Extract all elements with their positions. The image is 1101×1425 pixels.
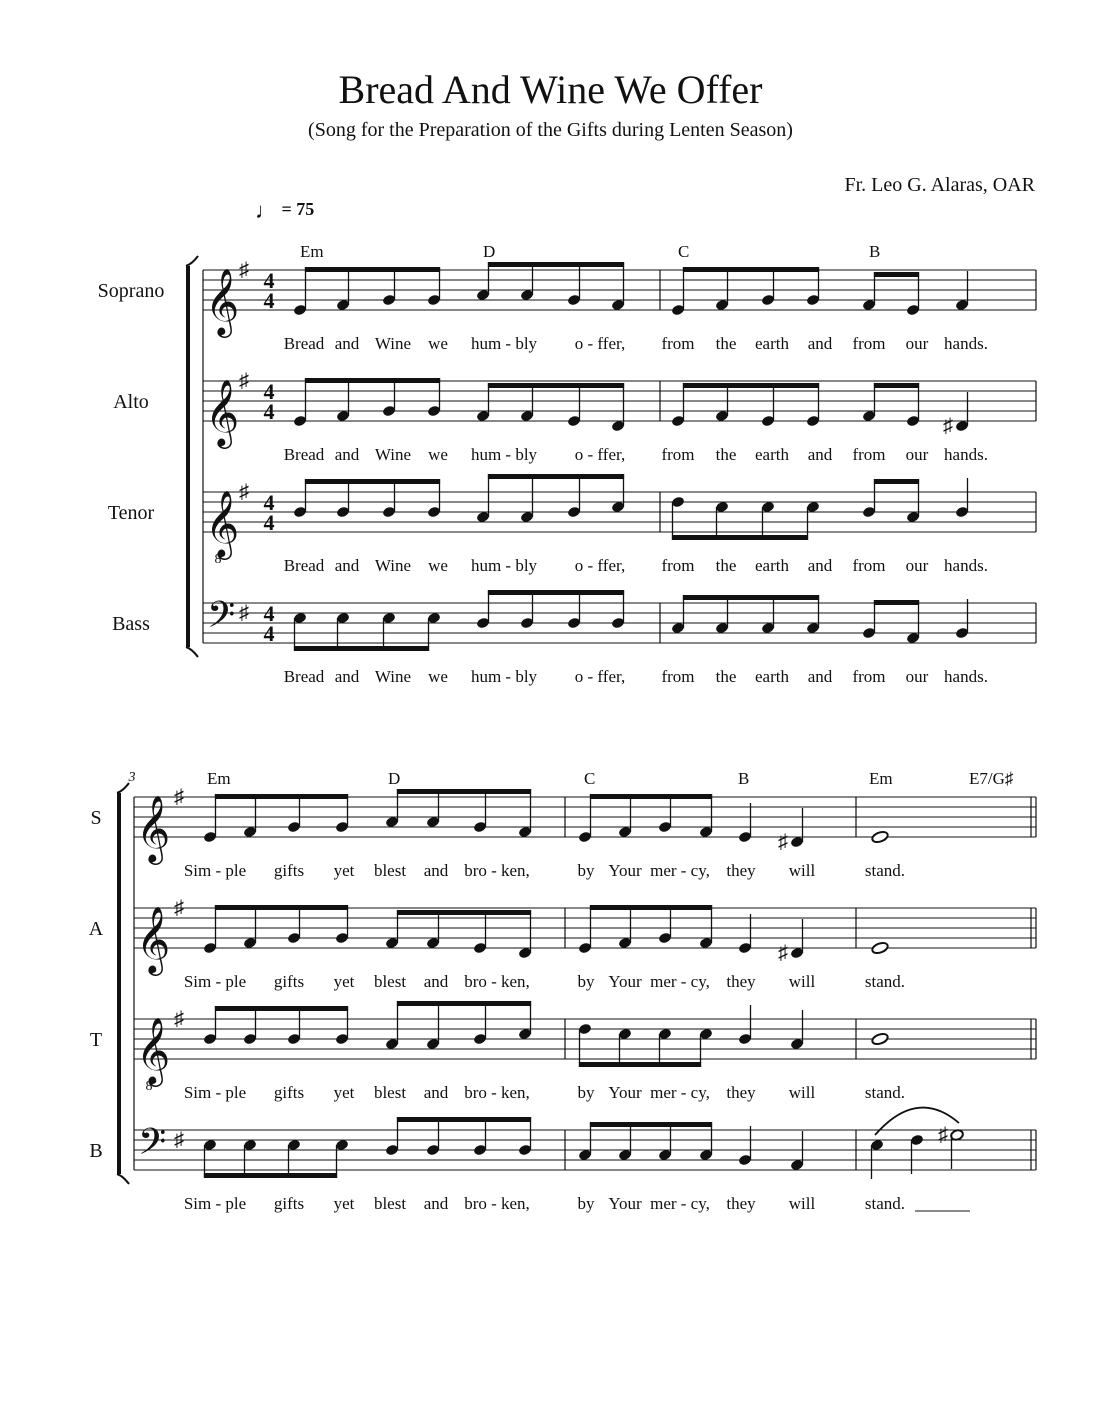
lyric-syllable: Sim - ple (183, 1083, 247, 1102)
lyric-syllable: from (852, 445, 886, 464)
lyric-syllable: mer - cy, (650, 861, 710, 880)
time-signature-denominator: 4 (263, 621, 275, 646)
time-signature-numerator: 4 (263, 601, 275, 626)
lyric-syllable: o - ffer, (574, 556, 626, 575)
lyric-syllable: stand. (864, 1083, 906, 1102)
part-name-b: B (89, 1140, 103, 1162)
lyric-syllable: Your (608, 1194, 642, 1213)
part-name-soprano: Soprano (97, 280, 165, 302)
lyric-syllable: yet (333, 972, 355, 991)
lyric-syllable: hands. (944, 334, 988, 353)
lyric-syllable: from (661, 556, 695, 575)
lyric-syllable: we (428, 334, 448, 353)
accidental-sharp-icon: ♯ (778, 831, 788, 853)
lyric-syllable: they (726, 1194, 756, 1213)
song-title: Bread And Wine We Offer (338, 67, 763, 112)
octave-eight-marker: 8 (214, 552, 222, 567)
lyric-syllable: the (715, 334, 737, 353)
beam (874, 383, 919, 388)
lyric-syllable: Bread (283, 556, 325, 575)
note (871, 941, 889, 955)
lyric-syllable: and (807, 445, 833, 464)
key-signature-sharp-icon: ♯ (239, 370, 249, 392)
bass-clef-icon: 𝄢 (207, 595, 236, 644)
composer-credit: Fr. Leo G. Alaras, OAR (844, 174, 1035, 196)
lyric-syllable: Wine (374, 667, 412, 686)
lyric-syllable: Your (608, 861, 642, 880)
lyric-syllable: gifts (273, 861, 305, 880)
beam (305, 479, 440, 484)
beam (488, 590, 624, 595)
lyric-syllable: from (661, 667, 695, 686)
lyric-syllable: yet (333, 861, 355, 880)
lyric-syllable: hands. (944, 556, 988, 575)
treble-clef-icon: 𝄞 (205, 380, 240, 445)
lyric-syllable: will (788, 1194, 816, 1213)
lyric-syllable: hands. (944, 667, 988, 686)
lyric-syllable: yet (333, 1194, 355, 1213)
chord-symbol: B (738, 769, 750, 788)
tempo-value: = 75 (281, 199, 315, 219)
lyric-syllable: they (726, 1083, 756, 1102)
lyric-syllable: from (661, 445, 695, 464)
beam (397, 1001, 531, 1006)
lyric-syllable: blest (373, 972, 407, 991)
lyric-syllable: by (577, 1194, 595, 1213)
lyric-syllable: from (852, 334, 886, 353)
treble-clef-icon: 𝄞 (205, 269, 240, 334)
lyric-syllable: our (905, 556, 929, 575)
lyric-syllable: hum - bly (470, 667, 538, 686)
lyric-syllable: hum - bly (470, 445, 538, 464)
lyric-syllable: bro - ken, (464, 972, 530, 991)
beam (488, 262, 624, 267)
treble-clef-icon: 𝄞 (136, 1018, 171, 1083)
measure-number: 3 (128, 770, 136, 785)
lyric-syllable: by (577, 972, 595, 991)
lyric-syllable: and (807, 556, 833, 575)
key-signature-sharp-icon: ♯ (239, 602, 249, 624)
part-name-tenor: Tenor (107, 502, 155, 524)
beam (579, 1062, 701, 1067)
lyric-syllable: we (428, 445, 448, 464)
accidental-sharp-icon: ♯ (943, 415, 953, 437)
lyric-syllable: Wine (374, 334, 412, 353)
part-name-s: S (90, 807, 102, 829)
beam (305, 267, 440, 272)
beam (683, 267, 819, 272)
lyric-syllable: the (715, 667, 737, 686)
lyric-syllable: hum - bly (470, 334, 538, 353)
beam (204, 1173, 337, 1178)
key-signature-sharp-icon: ♯ (174, 1008, 184, 1030)
lyric-syllable: Wine (374, 556, 412, 575)
time-signature-numerator: 4 (263, 379, 275, 404)
lyric-syllable: blest (373, 1194, 407, 1213)
quarter-note-icon: ♩ (255, 198, 277, 223)
lyric-syllable: mer - cy, (650, 1194, 710, 1213)
part-name-a: A (88, 918, 104, 940)
lyric-syllable: Sim - ple (183, 1194, 247, 1213)
chord-symbol: Em (300, 242, 324, 261)
lyric-syllable: and (334, 334, 360, 353)
lyric-syllable: from (852, 667, 886, 686)
lyric-syllable: o - ffer, (574, 445, 626, 464)
song-subtitle: (Song for the Preparation of the Gifts during Lenten Season) (308, 119, 793, 141)
lyric-syllable: hands. (944, 445, 988, 464)
lyric-syllable: will (788, 861, 816, 880)
time-signature-denominator: 4 (263, 510, 275, 535)
lyric-syllable: o - ffer, (574, 334, 626, 353)
lyric-syllable: our (905, 334, 929, 353)
chord-symbol: C (584, 769, 596, 788)
beam (874, 272, 919, 277)
beam (488, 383, 624, 388)
beam (590, 794, 712, 799)
lyric-syllable: Sim - ple (183, 972, 247, 991)
beam (683, 383, 819, 388)
key-signature-sharp-icon: ♯ (239, 481, 249, 503)
beam (215, 794, 348, 799)
beam (215, 1006, 348, 1011)
lyric-syllable: the (715, 445, 737, 464)
lyric-syllable: Wine (374, 445, 412, 464)
lyric-syllable: hum - bly (470, 556, 538, 575)
beam (672, 535, 808, 540)
bracket-top-hook (186, 256, 198, 266)
octave-eight-marker: 8 (145, 1079, 153, 1094)
part-name-alto: Alto (113, 391, 149, 413)
lyric-syllable: and (807, 667, 833, 686)
lyric-syllable: Bread (283, 445, 325, 464)
bracket-bottom-hook (117, 1174, 129, 1184)
treble-clef-icon: 𝄞 (136, 796, 171, 861)
lyric-syllable: and (423, 1083, 449, 1102)
lyric-syllable: blest (373, 1083, 407, 1102)
treble-clef-icon: 𝄞 (205, 491, 240, 556)
chord-symbol: Em (207, 769, 231, 788)
note (871, 830, 889, 844)
treble-clef-icon: 𝄞 (136, 907, 171, 972)
bracket-top-hook (117, 783, 129, 793)
lyric-syllable: o - ffer, (574, 667, 626, 686)
accidental-sharp-icon: ♯ (778, 942, 788, 964)
lyric-syllable: earth (755, 667, 789, 686)
chord-symbol: Em (869, 769, 893, 788)
beam (305, 378, 440, 383)
beam (397, 789, 531, 794)
lyric-syllable: earth (755, 556, 789, 575)
lyric-syllable: gifts (273, 1194, 305, 1213)
lyric-syllable: gifts (273, 972, 305, 991)
key-signature-sharp-icon: ♯ (174, 1129, 184, 1151)
time-signature-numerator: 4 (263, 268, 275, 293)
beam (397, 910, 531, 915)
beam (215, 905, 348, 910)
key-signature-sharp-icon: ♯ (239, 259, 249, 281)
lyric-syllable: we (428, 667, 448, 686)
lyric-syllable: we (428, 556, 448, 575)
lyric-syllable: Bread (283, 334, 325, 353)
lyric-syllable: by (577, 1083, 595, 1102)
lyric-syllable: and (334, 445, 360, 464)
lyric-syllable: Sim - ple (183, 861, 247, 880)
part-name-t: T (89, 1029, 103, 1051)
lyric-syllable: stand. (864, 972, 906, 991)
lyric-syllable: and (334, 556, 360, 575)
lyric-syllable: they (726, 861, 756, 880)
lyric-syllable: and (807, 334, 833, 353)
lyric-syllable: bro - ken, (464, 861, 530, 880)
chord-symbol: E7/G♯ (969, 769, 1014, 788)
lyric-syllable: from (852, 556, 886, 575)
lyric-syllable: bro - ken, (464, 1194, 530, 1213)
part-name-bass: Bass (112, 613, 150, 635)
beam (590, 905, 712, 910)
lyric-syllable: earth (755, 334, 789, 353)
lyric-syllable: and (423, 972, 449, 991)
lyric-syllable: the (715, 556, 737, 575)
lyric-syllable: yet (333, 1083, 355, 1102)
lyric-syllable: our (905, 445, 929, 464)
lyric-syllable: blest (373, 861, 407, 880)
beam (874, 600, 919, 605)
lyric-syllable: bro - ken, (464, 1083, 530, 1102)
lyric-syllable: and (334, 667, 360, 686)
chord-symbol: D (388, 769, 401, 788)
lyric-syllable: and (423, 861, 449, 880)
lyric-syllable: will (788, 972, 816, 991)
beam (874, 479, 919, 484)
lyric-syllable: Your (608, 972, 642, 991)
lyric-syllable: by (577, 861, 595, 880)
lyric-syllable: Bread (283, 667, 325, 686)
note (871, 1032, 889, 1046)
bracket-bottom-hook (186, 647, 198, 657)
lyric-syllable: earth (755, 445, 789, 464)
time-signature-numerator: 4 (263, 490, 275, 515)
beam (397, 1117, 531, 1122)
lyric-syllable: stand. (864, 861, 906, 880)
key-signature-sharp-icon: ♯ (174, 897, 184, 919)
accidental-sharp-icon: ♯ (938, 1124, 948, 1146)
lyric-syllable: they (726, 972, 756, 991)
chord-symbol: C (678, 242, 690, 261)
lyric-syllable: stand. (864, 1194, 906, 1213)
beam (590, 1122, 712, 1127)
key-signature-sharp-icon: ♯ (174, 786, 184, 808)
chord-symbol: B (869, 242, 881, 261)
lyric-syllable: mer - cy, (650, 1083, 710, 1102)
time-signature-denominator: 4 (263, 288, 275, 313)
lyric-syllable: will (788, 1083, 816, 1102)
chord-symbol: D (483, 242, 496, 261)
beam (488, 474, 624, 479)
lyric-syllable: and (423, 1194, 449, 1213)
bass-clef-icon: 𝄢 (138, 1122, 167, 1171)
lyric-syllable: Your (608, 1083, 642, 1102)
lyric-syllable: gifts (273, 1083, 305, 1102)
beam (683, 595, 819, 600)
lyric-syllable: from (661, 334, 695, 353)
lyric-syllable: our (905, 667, 929, 686)
time-signature-denominator: 4 (263, 399, 275, 424)
lyric-syllable: mer - cy, (650, 972, 710, 991)
beam (294, 646, 429, 651)
